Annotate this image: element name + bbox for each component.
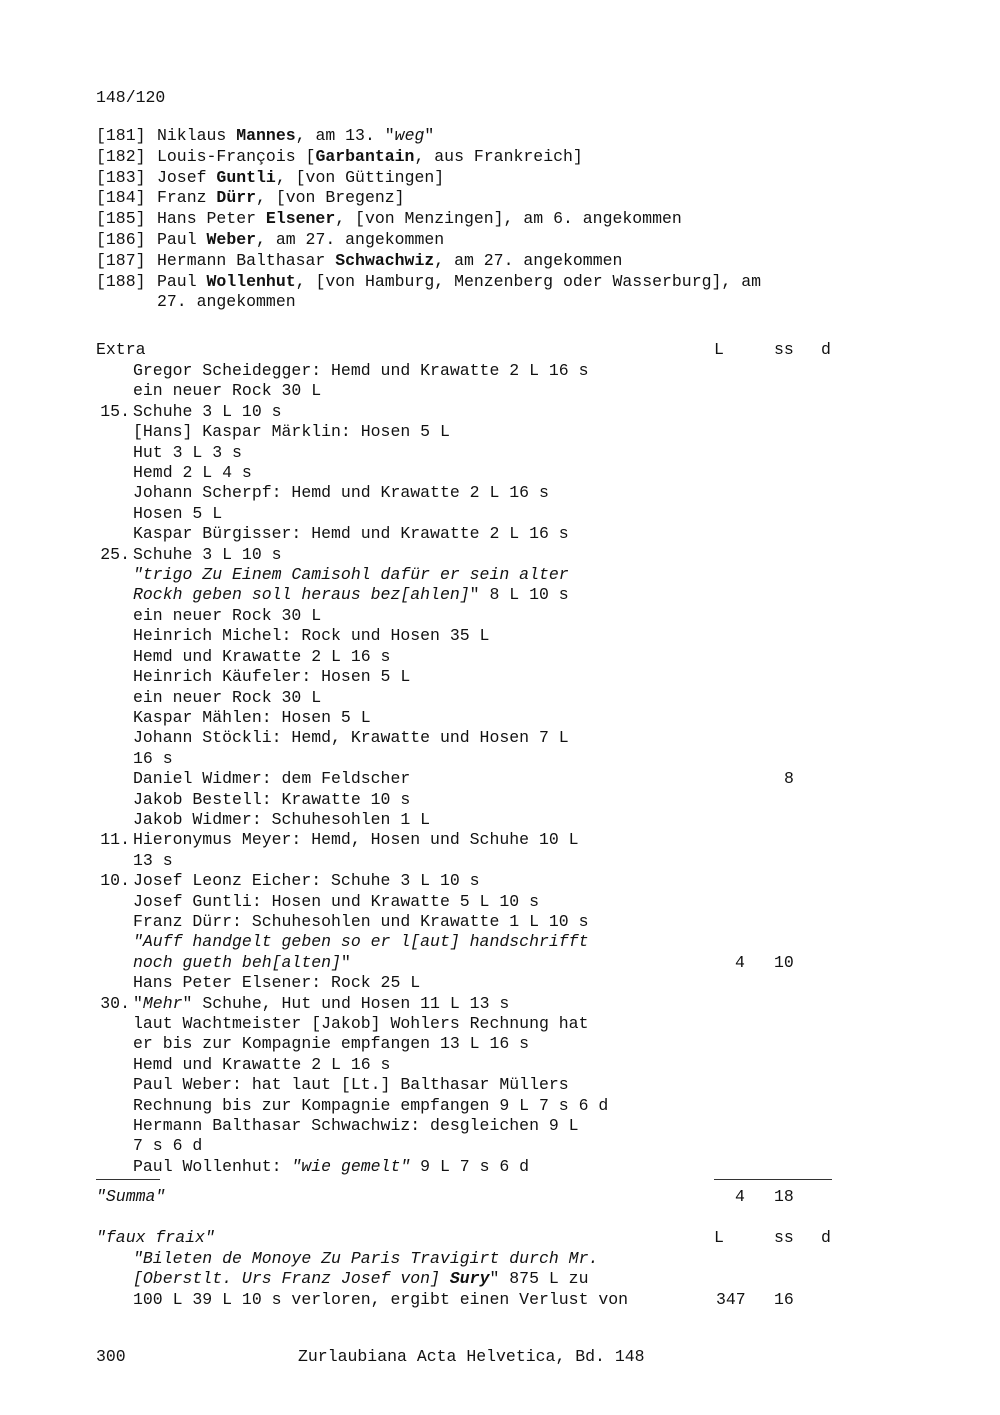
entry-number: [183] — [96, 167, 146, 187]
ledger-line: Johann Scherpf: Hemd und Krawatte 2 L 16 s — [133, 483, 549, 503]
ledger-line: ein neuer Rock 30 L — [133, 687, 322, 707]
entry-text: Louis-François [Garbantain, aus Frankreich] — [157, 146, 583, 166]
ledger-line: Hosen 5 L — [133, 503, 223, 523]
column-header-l: L — [714, 340, 724, 359]
page-reference: 148/120 — [96, 88, 166, 107]
ledger-line: Rechnung bis zur Kompagnie empfangen 9 L 7 s 6 d — [133, 1095, 609, 1115]
quote-line: noch gueth beh[alten]" — [133, 953, 351, 972]
date-number: 11. — [100, 830, 130, 850]
amount-ss: 8 — [784, 769, 794, 788]
ledger-line: Josef Guntli: Hosen und Krawatte 5 L 10 s — [133, 891, 539, 911]
date-number: 25. — [100, 544, 130, 564]
ledger-line: Hemd und Krawatte 2 L 16 s — [133, 1054, 391, 1074]
ledger-line: er bis zur Kompagnie empfangen 13 L 16 s — [133, 1034, 530, 1054]
amount-ss: 16 — [774, 1290, 794, 1309]
amount-ss: 10 — [774, 953, 794, 972]
entry-number: [181] — [96, 126, 146, 145]
entry-number: [182] — [96, 146, 146, 166]
entry-text: Hermann Balthasar Schwachwiz, am 27. angekommen — [157, 250, 623, 270]
column-header-ss: ss — [774, 1228, 794, 1247]
amount-l: 347 — [716, 1290, 746, 1309]
column-header-d: d — [821, 340, 831, 359]
entry-text: Hans Peter Elsener, [von Menzingen], am 6. angekommen — [157, 209, 682, 229]
ledger-line: Hemd und Krawatte 2 L 16 s — [133, 646, 391, 666]
summa-l: 4 — [735, 1187, 745, 1206]
ledger-line: 13 s — [133, 850, 173, 870]
column-header-d: d — [821, 1228, 831, 1247]
ledger-line: Hut 3 L 3 s — [133, 442, 242, 462]
entry-number: [185] — [96, 209, 146, 229]
quote-line: "trigo Zu Einem Camisohl dafür er sein alter — [133, 565, 569, 584]
quote-line: [Oberstlt. Urs Franz Josef von] Sury" 875 L zu — [133, 1269, 589, 1288]
ledger-line: "Mehr" Schuhe, Hut und Hosen 11 L 13 s — [133, 994, 510, 1013]
column-header-l: L — [714, 1228, 724, 1247]
ledger-line: 100 L 39 L 10 s verloren, ergibt einen Verlust von — [133, 1290, 629, 1309]
ledger-line: Hemd 2 L 4 s — [133, 463, 252, 482]
running-footer: Zurlaubiana Acta Helvetica, Bd. 148 — [298, 1347, 645, 1366]
entry-number: [186] — [96, 230, 146, 249]
entry-text: Niklaus Mannes, am 13. "weg" — [157, 126, 435, 145]
rule-right — [714, 1179, 832, 1180]
summa-ss: 18 — [774, 1187, 794, 1206]
ledger-line: [Hans] Kaspar Märklin: Hosen 5 L — [133, 422, 450, 442]
page-number: 300 — [96, 1347, 126, 1366]
ledger-line: Johann Stöckli: Hemd, Krawatte und Hosen 7 L — [133, 728, 569, 748]
section-heading-faux-fraix: "faux fraix" — [96, 1228, 215, 1247]
rule-left — [96, 1179, 160, 1180]
entry-text: Paul Wollenhut, [von Hamburg, Menzenberg oder Wasserburg], am — [157, 271, 762, 291]
quote-line: "Auff handgelt geben so er l[aut] handschrifft — [133, 932, 589, 951]
ledger-line: Franz Dürr: Schuhesohlen und Krawatte 1 L 10 s — [133, 912, 589, 931]
ledger-line: Jakob Widmer: Schuhesohlen 1 L — [133, 810, 431, 829]
entry-continuation: 27. angekommen — [157, 292, 296, 311]
ledger-line: Hieronymus Meyer: Hemd, Hosen und Schuhe 10 L — [133, 830, 579, 850]
ledger-line: Jakob Bestell: Krawatte 10 s — [133, 789, 411, 809]
quote-line: "Bileten de Monoye Zu Paris Travigirt durch Mr. — [133, 1249, 599, 1268]
amount-l: 4 — [735, 953, 745, 972]
entry-text: Paul Weber, am 27. angekommen — [157, 230, 445, 249]
ledger-line: Kaspar Bürgisser: Hemd und Krawatte 2 L 16 s — [133, 524, 569, 544]
entry-number: [184] — [96, 188, 146, 208]
column-header-ss: ss — [774, 340, 794, 359]
entry-number: [188] — [96, 271, 146, 291]
section-heading-extra: Extra — [96, 340, 146, 359]
quote-line: Rockh geben soll heraus bez[ahlen]" 8 L 10 s — [133, 585, 569, 604]
ledger-line: Gregor Scheidegger: Hemd und Krawatte 2 L 16 s — [133, 361, 589, 380]
ledger-line: Hermann Balthasar Schwachwiz: desgleichen 9 L — [133, 1116, 579, 1135]
ledger-line: Hans Peter Elsener: Rock 25 L — [133, 973, 421, 992]
ledger-line: Daniel Widmer: dem Feldscher — [133, 769, 411, 789]
ledger-line: Paul Wollenhut: "wie gemelt" 9 L 7 s 6 d — [133, 1157, 530, 1176]
entry-text: Josef Guntli, [von Güttingen] — [157, 167, 445, 187]
ledger-line: Schuhe 3 L 10 s — [133, 401, 282, 421]
ledger-line: 7 s 6 d — [133, 1136, 203, 1156]
summa-label: "Summa" — [96, 1187, 166, 1206]
ledger-line: laut Wachtmeister [Jakob] Wohlers Rechnung hat — [133, 1014, 589, 1033]
ledger-line: Heinrich Michel: Rock und Hosen 35 L — [133, 626, 490, 646]
ledger-line: 16 s — [133, 748, 173, 768]
ledger-line: Kaspar Mählen: Hosen 5 L — [133, 708, 371, 727]
date-number: 10. — [100, 871, 130, 891]
date-number: 15. — [100, 401, 130, 421]
entry-number: [187] — [96, 250, 146, 270]
ledger-line: Josef Leonz Eicher: Schuhe 3 L 10 s — [133, 871, 480, 891]
ledger-line: Schuhe 3 L 10 s — [133, 544, 282, 564]
entry-text: Franz Dürr, [von Bregenz] — [157, 188, 405, 208]
ledger-line: ein neuer Rock 30 L — [133, 381, 322, 401]
ledger-line: Paul Weber: hat laut [Lt.] Balthasar Müllers — [133, 1075, 569, 1095]
ledger-line: ein neuer Rock 30 L — [133, 606, 322, 625]
ledger-line: Heinrich Käufeler: Hosen 5 L — [133, 667, 411, 687]
date-number: 30. — [100, 994, 130, 1013]
